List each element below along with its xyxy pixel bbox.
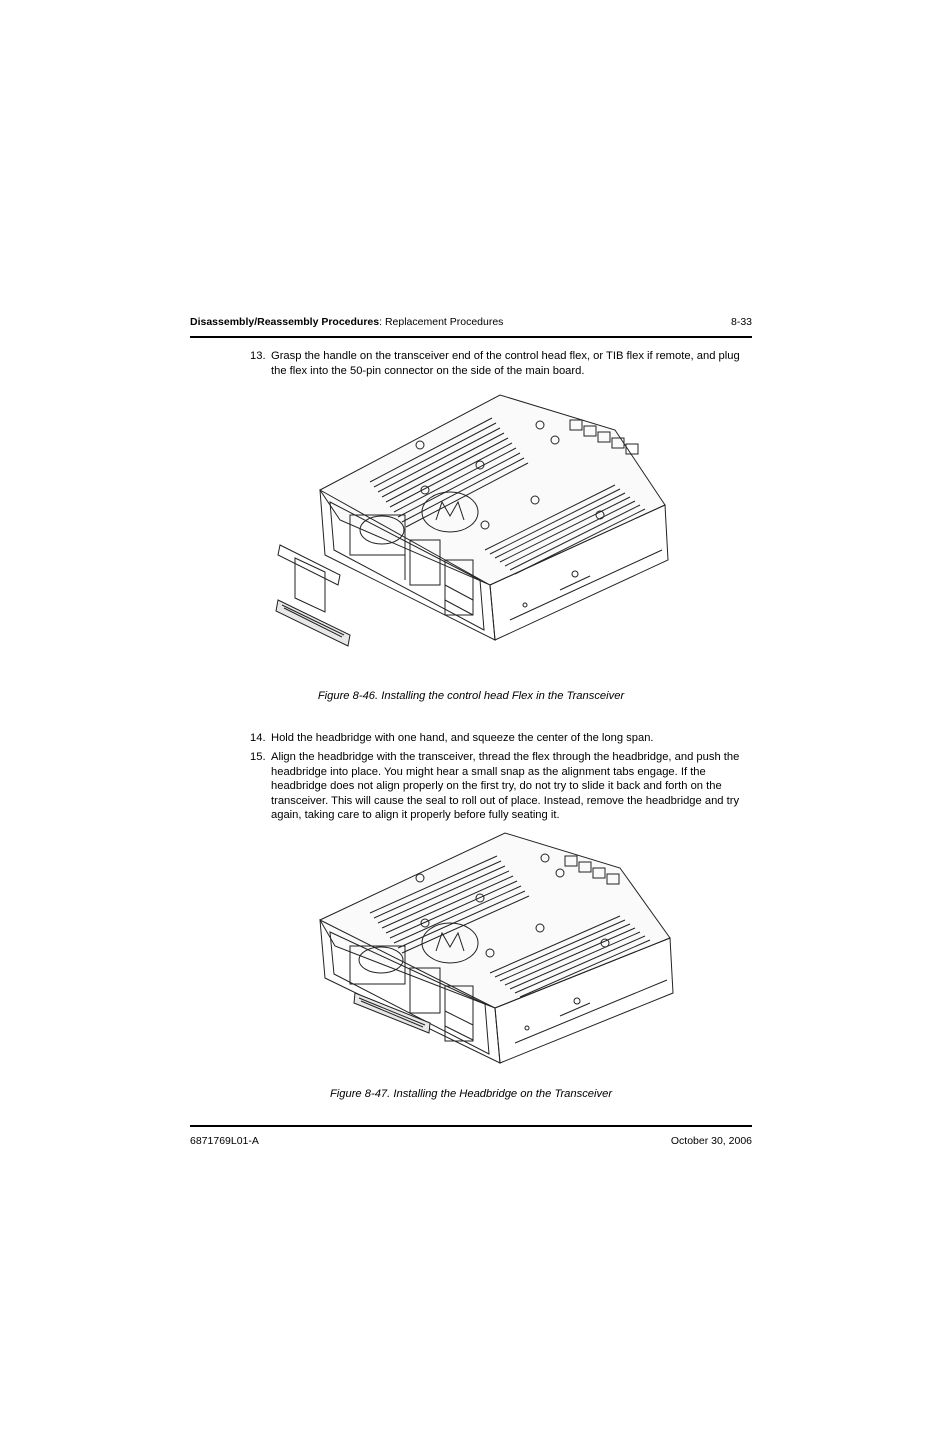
step-13 xyxy=(250,349,752,378)
section-title-rest: Replacement Procedures xyxy=(384,316,504,328)
step-14 xyxy=(250,731,752,746)
page-header xyxy=(190,316,752,338)
section-title xyxy=(190,316,503,328)
step-15 xyxy=(250,750,752,823)
step-text: Grasp the handle on the transceiver end of the control head flex, or TIB flex if remote, and plug the flex into the 50-pin connector on the side of the main board. xyxy=(271,350,740,377)
section-title-sep: : xyxy=(379,316,385,328)
document-number: 6871769L01-A xyxy=(190,1135,259,1147)
figure-8-46-illustration xyxy=(270,390,670,655)
step-number: 14. xyxy=(250,732,266,744)
page-footer xyxy=(190,1125,752,1157)
figure-caption: Figure 8-46. Installing the control head Flex in the Transceiver xyxy=(317,690,625,702)
page-number: 8-33 xyxy=(730,316,752,328)
step-text: Align the headbridge with the transceiver, thread the flex through the headbridge, and push the headbridge into place. You might hear a small snap as the alignment tabs engage. If the headbridge does not align properly on the first try, do not try to slide it back and forth on the transceiver. This will cause the seal to roll out of place. Instead, remove the headbridge and try again, taking care to align it properly before fully seating it. xyxy=(271,751,740,822)
figure-8-47-illustration xyxy=(315,828,675,1073)
publication-date: October 30, 2006 xyxy=(670,1135,752,1147)
step-number: 13. xyxy=(250,350,266,362)
step-text: Hold the headbridge with one hand, and squeeze the center of the long span. xyxy=(271,732,654,744)
section-title-bold: Disassembly/Reassembly Procedures xyxy=(190,316,380,328)
figure-caption: Figure 8-47. Installing the Headbridge on the Transceiver xyxy=(329,1088,613,1100)
step-number: 15. xyxy=(250,751,266,763)
